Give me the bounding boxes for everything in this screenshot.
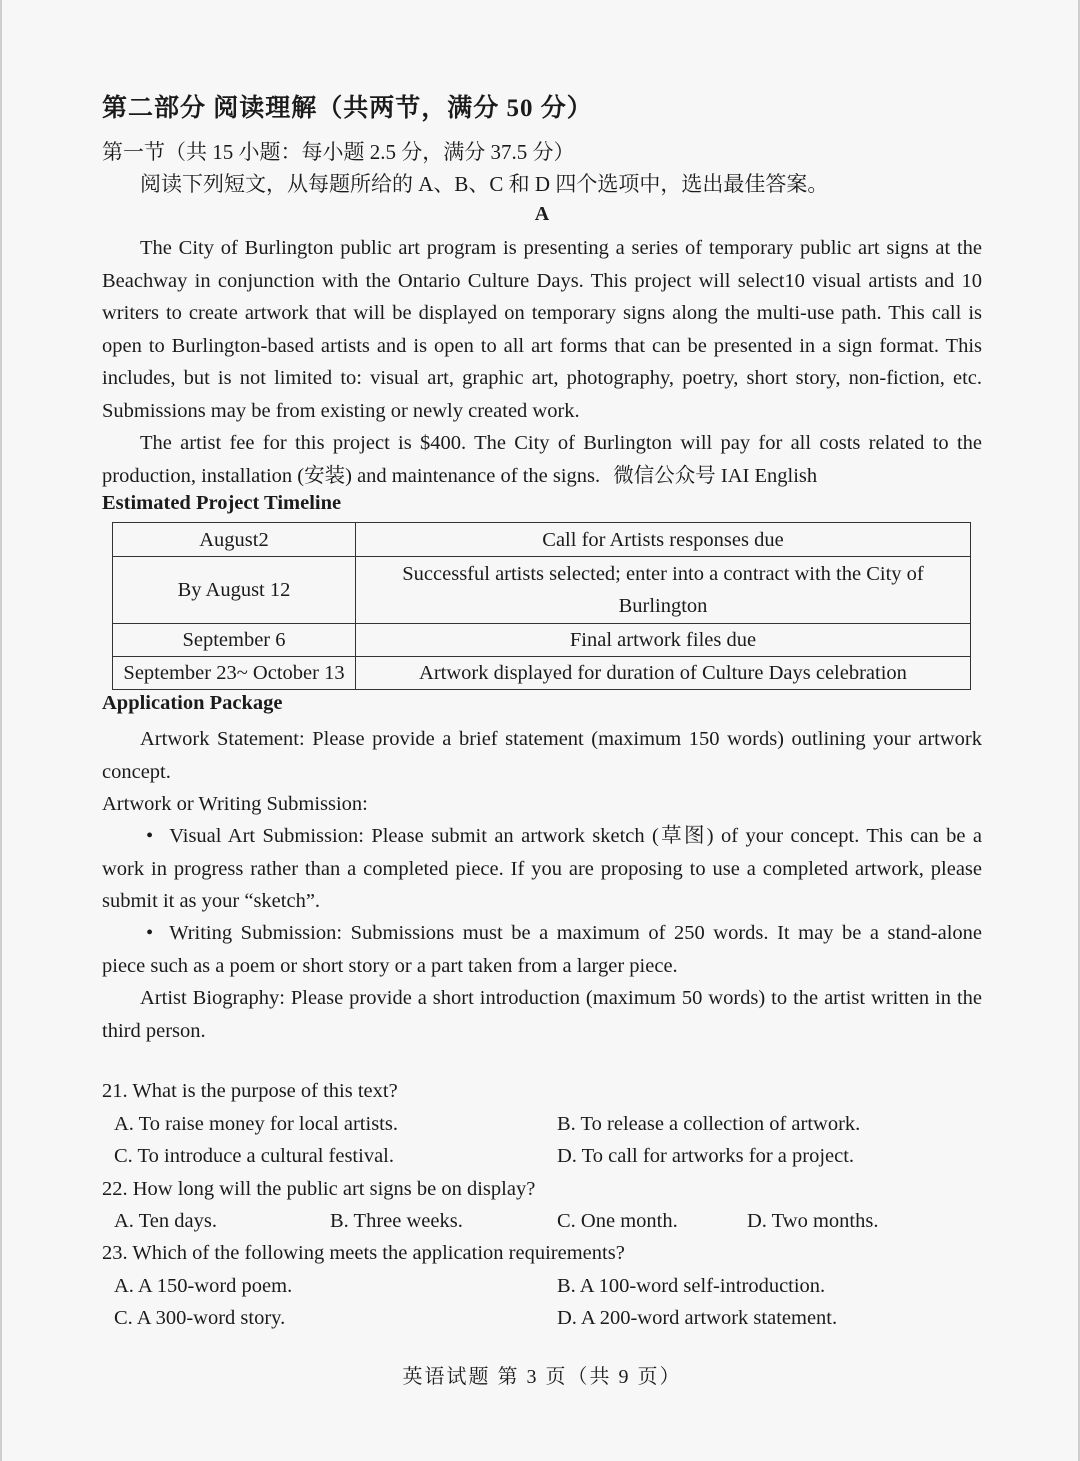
question-22-stem: 22. How long will the public art signs be on display? xyxy=(102,1178,536,1200)
submission-label: Artwork or Writing Submission: xyxy=(102,793,368,815)
question-21-stem: 21. What is the purpose of this text? xyxy=(102,1080,398,1102)
timeline-event: Call for Artists responses due xyxy=(356,523,971,557)
timeline-table xyxy=(112,522,971,690)
question-23-option-d: D. A 200-word artwork statement. xyxy=(557,1307,838,1329)
question-22-option-c: C. One month. xyxy=(557,1210,678,1232)
question-22-option-d: D. Two months. xyxy=(747,1210,879,1232)
application-heading: Application Package xyxy=(102,692,283,714)
watermark-text: 微信公众号 IAI English xyxy=(613,464,818,487)
table-row xyxy=(113,624,971,657)
writing-text: Writing Submission: Submissions must be a maximum of 250 words. It may be a stand-alone piece such as a poem or short story or a part taken from a larger piece. xyxy=(102,922,982,977)
timeline-date: September 23~ October 13 xyxy=(113,657,356,690)
question-21-option-b: B. To release a collection of artwork. xyxy=(557,1113,861,1135)
question-23-option-a: A. A 150-word poem. xyxy=(114,1275,293,1297)
section-title: 第一节（共 15 小题：每小题 2.5 分，满分 37.5 分） xyxy=(102,140,575,164)
question-22-option-a: A. Ten days. xyxy=(114,1210,217,1232)
table-row xyxy=(113,523,971,557)
timeline-event: Artwork displayed for duration of Culture Days celebration xyxy=(356,657,971,690)
table-row xyxy=(113,657,971,690)
visual-art-bullet xyxy=(102,820,982,918)
timeline-event: Successful artists selected; enter into a contract with the City of Burlington xyxy=(356,557,971,624)
timeline-date: August2 xyxy=(113,523,356,557)
question-22-option-b: B. Three weeks. xyxy=(330,1210,463,1232)
timeline-date: September 6 xyxy=(113,624,356,657)
page-footer: 英语试题 第 3 页（共 9 页） xyxy=(402,1366,682,1388)
passage-paragraph-2-text: The artist fee for this project is $400. The City of Burlington will pay for all costs related to the production, installation (安装) and maintenance of the signs. xyxy=(102,432,982,487)
passage-paragraph-1: The City of Burlington public art program is presenting a series of temporary public art signs at the Beachway in conjunction with the Ontario Culture Days. This project will select10 visual artists and 10 writers to create artwork that will be displayed on temporary signs along the multi-use path. This call is open to Burlington-based artists and is open to all art forms that can be presented in a sign format. This includes, but is not limited to: visual art, graphic art, photography, poetry, short story, non-fiction, etc. Submissions may be from existing or newly created work. xyxy=(102,237,982,422)
timeline-event: Final artwork files due xyxy=(356,624,971,657)
instruction: 阅读下列短文，从每题所给的 A、B、C 和 D 四个选项中，选出最佳答案。 xyxy=(140,172,829,196)
writing-bullet xyxy=(102,917,982,982)
question-21-option-a: A. To raise money for local artists. xyxy=(114,1113,398,1135)
artwork-statement: Artwork Statement: Please provide a brief statement (maximum 150 words) outlining your artwork concept. xyxy=(102,728,982,783)
bullet-glyph: • xyxy=(146,825,154,847)
passage-paragraph-2 xyxy=(102,427,982,492)
visual-art-text: Visual Art Submission: Please submit an artwork sketch (草图) of your concept. This can be a work in progress rather than a completed piece. If you are proposing to use a completed artwork, please submit it as your “sketch”. xyxy=(102,825,982,912)
timeline-date: By August 12 xyxy=(113,557,356,624)
part-title: 第二部分 阅读理解（共两节，满分 50 分） xyxy=(102,95,593,122)
bullet-glyph: • xyxy=(146,922,154,944)
table-row xyxy=(113,557,971,624)
passage-label: A xyxy=(534,203,550,225)
question-21-option-d: D. To call for artworks for a project. xyxy=(557,1145,855,1167)
question-23-option-c: C. A 300-word story. xyxy=(114,1307,286,1329)
artist-biography: Artist Biography: Please provide a short introduction (maximum 50 words) to the artist written in the third person. xyxy=(102,987,982,1042)
question-21-option-c: C. To introduce a cultural festival. xyxy=(114,1145,394,1167)
question-23-stem: 23. Which of the following meets the application requirements? xyxy=(102,1242,625,1264)
timeline-heading: Estimated Project Timeline xyxy=(102,492,342,514)
question-23-option-b: B. A 100-word self-introduction. xyxy=(557,1275,826,1297)
